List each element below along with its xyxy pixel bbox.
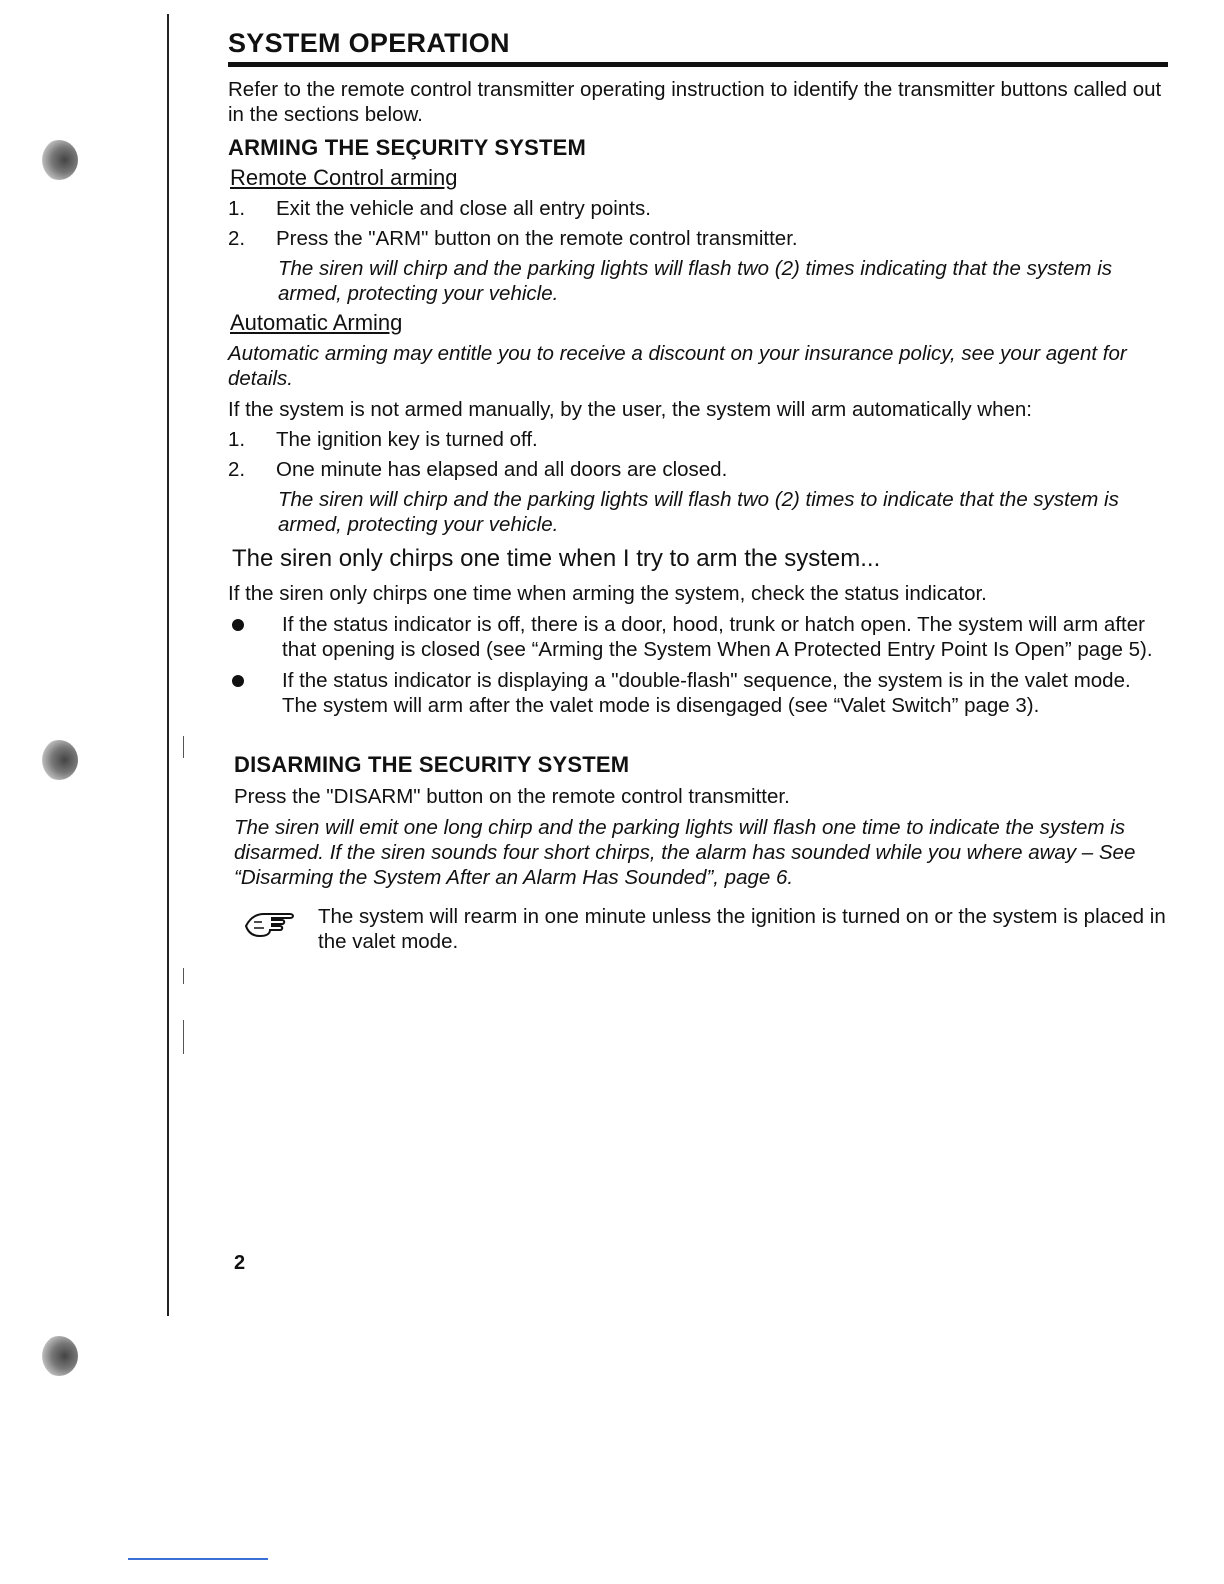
bullet-text: If the status indicator is displaying a "double-flash" sequence, the system is in the valet mode. The system will arm after the valet mode is disengaged (see “Valet Switch” page 3). [282,669,1131,717]
list-item [228,427,1168,452]
disarm-instruction: Press the "DISARM" button on the remote control transmitter. [234,785,790,808]
binding-dash [183,736,184,758]
arming-heading: ARMING THE SEÇURITY SYSTEM [228,135,587,160]
binding-dash [183,1020,184,1054]
remote-arming-subheading: Remote Control arming [230,165,458,190]
page-number: 2 [234,1252,246,1274]
item-number: 1. [228,428,246,451]
item-text: The ignition key is turned off. [276,428,538,451]
list-item [228,196,1168,221]
insurance-note: Automatic arming may entitle you to receive a discount on your insurance policy, see your agent for details. [228,342,1127,390]
note-text: The system will rearm in one minute unless the ignition is turned on or the system is placed in the valet mode. [318,905,1166,953]
punch-hole [40,1336,78,1376]
auto-arm-condition: If the system is not armed manually, by the user, the system will arm automatically when: [228,398,1032,421]
auto-arming-result: The siren will chirp and the parking lights will flash two (2) times to indicate that the system is armed, protecting your vehicle. [278,488,1119,536]
bullet-icon [228,668,282,718]
item-number: 2. [228,227,246,250]
troubleshoot-intro: If the siren only chirps one time when arming the system, check the status indicator. [228,582,987,605]
remote-arming-result: The siren will chirp and the parking lights will flash two (2) times indicating that the system is armed, protecting your vehicle. [278,257,1113,305]
binding-line [167,14,169,1316]
punch-hole [40,740,78,780]
item-number: 1. [228,197,246,220]
page-title: SYSTEM OPERATION [228,28,1168,67]
bullet-text: If the status indicator is off, there is a door, hood, trunk or hatch open. The system will arm after that opening is closed (see “Arming the System When A Protected Entry Point Is Open” page 5). [282,613,1153,661]
item-text: Exit the vehicle and close all entry points. [276,197,651,220]
item-number: 2. [228,458,246,481]
intro-text: Refer to the remote control transmitter operating instruction to identify the transmitter buttons called out in the sections below. [228,78,1162,126]
item-text: Press the "ARM" button on the remote control transmitter. [276,227,798,250]
list-item [228,226,1168,251]
list-item [228,457,1168,482]
bottom-rule [128,1558,268,1560]
item-text: One minute has elapsed and all doors are closed. [276,458,728,481]
binding-dash [183,968,184,984]
bullet-item [228,612,1168,662]
troubleshoot-question: The siren only chirps one time when I try to arm the system... [232,545,881,572]
disarming-section [228,752,1168,954]
bullet-icon [228,612,282,662]
disarming-heading: DISARMING THE SECURITY SYSTEM [234,752,630,777]
bullet-item [228,668,1168,718]
punch-hole [40,140,78,180]
pointing-hand-icon [234,904,318,954]
automatic-arming-subheading: Automatic Arming [230,310,403,335]
rearm-note [234,904,1168,954]
disarm-result: The siren will emit one long chirp and the parking lights will flash one time to indicate the system is disarmed. If the siren sounds four short chirps, the alarm has sounded while you where away – See “Disarming the System After an Alarm Has Sounded”, page 6. [234,816,1136,889]
page-content [228,28,1168,954]
